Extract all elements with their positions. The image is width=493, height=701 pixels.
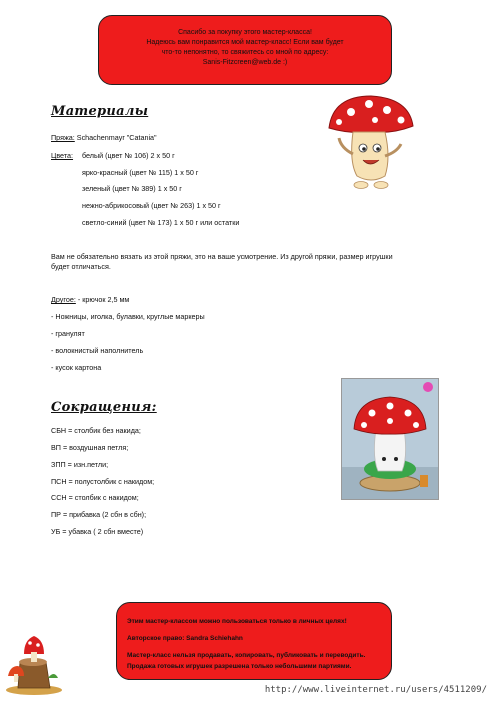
mushroom-stump-illustration — [4, 618, 62, 696]
notice-line: Спасибо за покупку этого мастер-класса! — [178, 29, 312, 36]
color-item: белый (цвет № 106) 2 х 50 г — [82, 151, 175, 160]
abbreviation-item: СБН = столбик без накида; — [51, 426, 141, 435]
abbreviation-item: УБ = убавка ( 2 сбн вместе) — [51, 527, 144, 536]
color-item: нежно-абрикосовый (цвет № 263) 1 х 50 г — [82, 201, 221, 210]
mushroom-character-illustration — [323, 92, 419, 192]
notice-line: Надеюсь вам понравится мой мастер-класс! Если вам будет — [146, 39, 344, 46]
watermark-url: http://www.liveinternet.ru/users/4511209/ — [264, 685, 487, 695]
abbreviations-heading: Сокращения: — [51, 400, 157, 415]
yarn-note-line: Вам не обязательно вязать из этой пряжи, это на ваше усмотрение. Из другой пряжи, размер игрушки — [51, 252, 393, 261]
other-item: - гранулят — [51, 329, 85, 338]
thank-you-notice — [98, 15, 392, 85]
other-item: - Ножницы, иголка, булавки, круглые маркеры — [51, 312, 205, 321]
abbreviation-item: ВП = воздушная петля; — [51, 443, 129, 452]
abbreviation-item: ЗПП = изн.петли; — [51, 460, 109, 469]
abbreviation-item: ССН = столбик с накидом; — [51, 493, 139, 502]
yarn-line — [51, 133, 157, 142]
color-item: ярко-красный (цвет № 115) 1 х 50 г — [82, 168, 199, 177]
usage-line: Мастер-класс нельзя продавать, копировать, публиковать и переводить. — [127, 652, 366, 659]
materials-heading: Материалы — [51, 104, 149, 119]
notice-line: Sanis-Fitzcreen@web.de :) — [202, 59, 288, 66]
yarn-label: Пряжа: — [51, 133, 75, 142]
finished-toy-photo — [341, 378, 439, 500]
other-line — [51, 295, 129, 304]
abbreviation-item: ПР = прибавка (2 сбн в сбн); — [51, 510, 147, 519]
copyright-line: Авторское право: Sandra Schiehahn — [127, 635, 243, 642]
usage-line: Этим мастер-классом можно пользоваться только в личных целях! — [127, 618, 347, 625]
yarn-value: Schachenmayr "Catania" — [76, 133, 157, 142]
usage-notice — [116, 602, 392, 680]
color-item: зеленый (цвет № 389) 1 х 50 г — [82, 184, 182, 193]
other-item: - кусок картона — [51, 363, 102, 372]
other-first-item: - крючок 2,5 мм — [75, 295, 130, 304]
notice-line: что-то непонятно, то свяжитесь со мной по адресу: — [161, 49, 329, 56]
usage-line: Продажа готовых игрушек разрешена только небольшими партиями. — [127, 663, 352, 670]
abbreviation-item: ПСН = полустолбик с накидом; — [51, 477, 155, 486]
other-label: Другое: — [51, 295, 76, 304]
color-item: светло-синий (цвет № 173) 1 х 50 г или остатки — [82, 218, 240, 227]
yarn-note-line: будет отличаться. — [51, 262, 111, 271]
colors-label: Цвета: — [51, 151, 74, 160]
other-item: - волокнистый наполнитель — [51, 346, 144, 355]
